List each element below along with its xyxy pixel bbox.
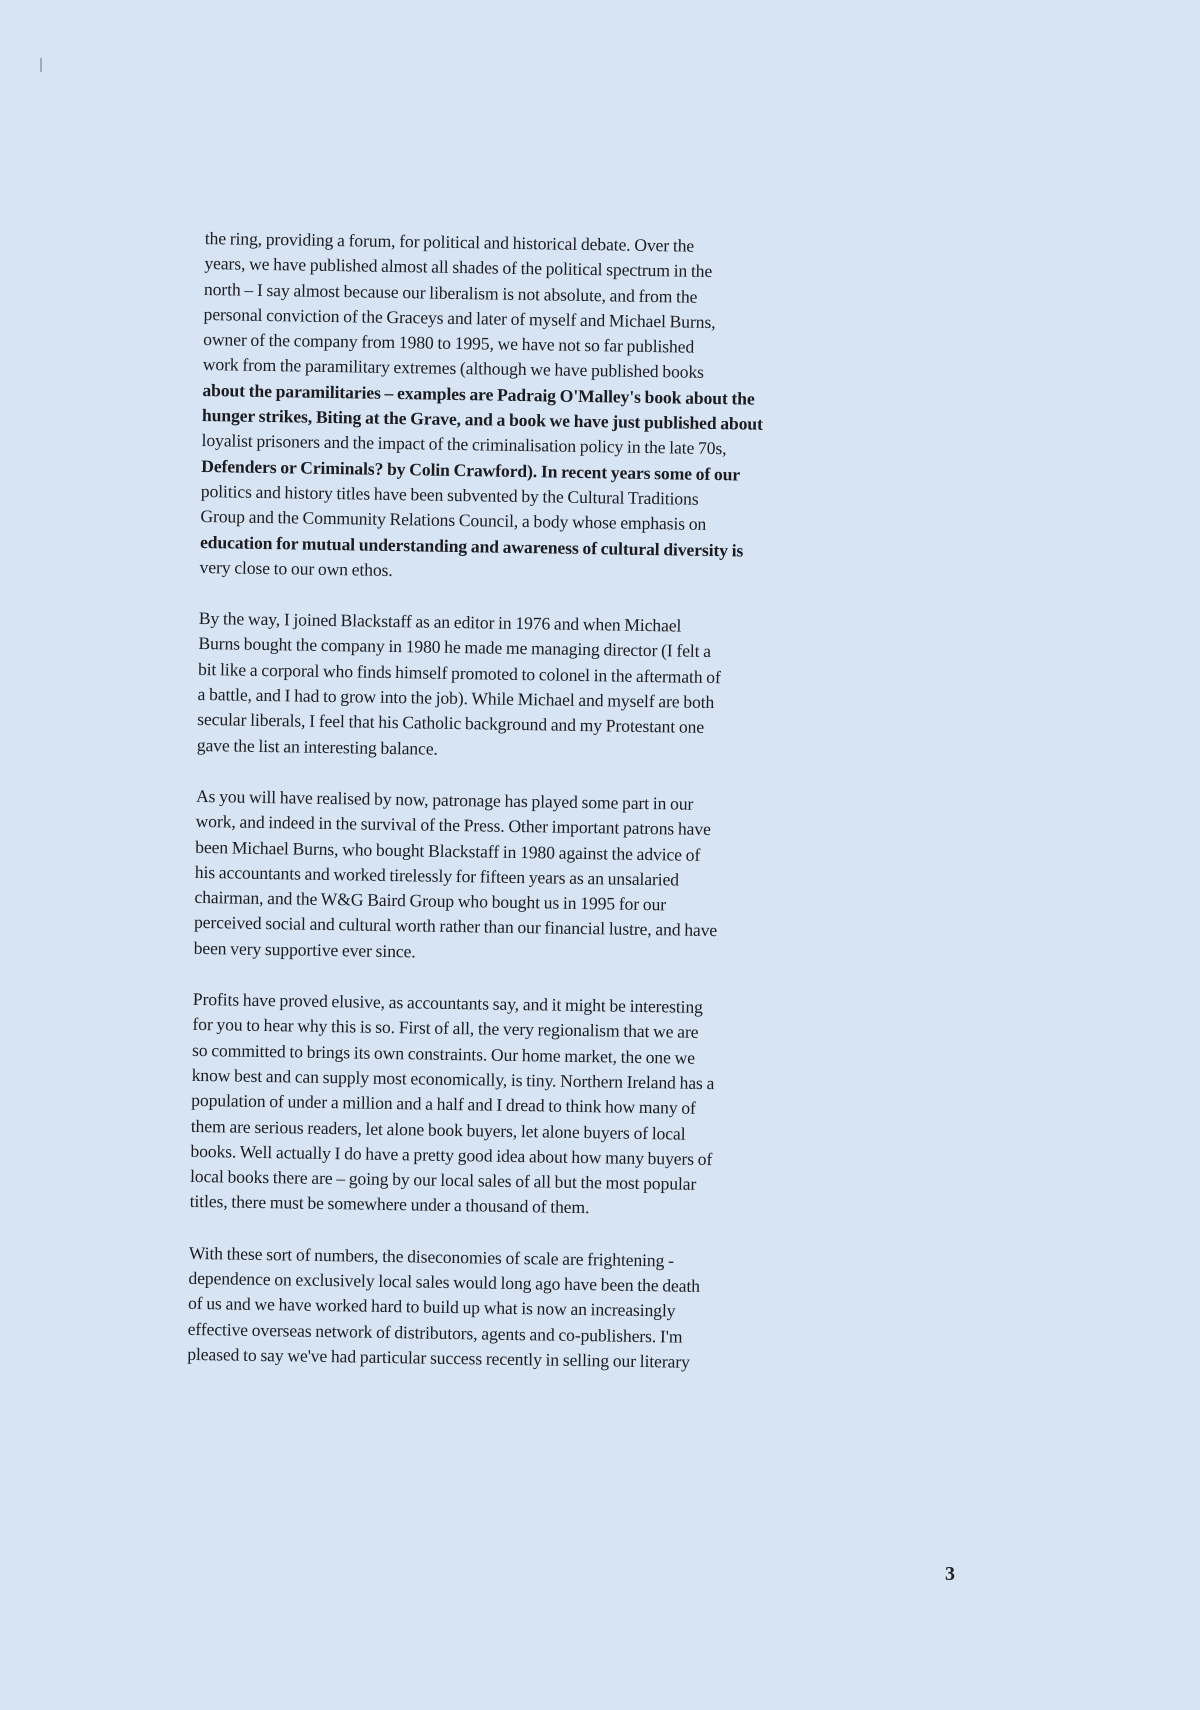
text-line: know best and can supply most economically, is tiny. Northern Ireland has a (191, 1064, 715, 1094)
text-line: a battle, and I had to grow into the job). While Michael and myself are both (197, 683, 715, 713)
text-line: perceived social and cultural worth rather than our financial lustre, and have (193, 912, 718, 941)
text-line: hunger strikes, Biting at the Grave, and a book we have just published about (201, 405, 764, 434)
text-line: Burns bought the company in 1980 he made me managing director (I felt a (198, 633, 712, 662)
paragraph (197, 606, 949, 770)
page-number: 3 (945, 1563, 955, 1585)
text-line: loyalist prisoners and the impact of the criminalisation policy in the late 70s, (201, 430, 727, 459)
text-line: about the paramilitaries – examples are Padraig O'Malley's book about the (202, 379, 755, 409)
text-line: personal conviction of the Graceys and later of myself and Michael Burns, (203, 303, 716, 332)
text-line: books. Well actually I do have a pretty good idea about how many buyers of (190, 1140, 713, 1169)
text-line: Defenders or Criminals? by Colin Crawford). In recent years some of our (201, 455, 741, 485)
text-line: pleased to say we've had particular success recently in selling our literary (187, 1343, 690, 1372)
text-line: owner of the company from 1980 to 1995, we have not so far published (203, 329, 695, 357)
text-line: of us and we have worked hard to build up what is now an increasingly (187, 1293, 676, 1321)
text-line: chairman, and the W&G Baird Group who bought us in 1995 for our (194, 887, 667, 915)
text-line: north – I say almost because our liberalism is not absolute, and from the (203, 278, 698, 307)
body-text (187, 226, 955, 1405)
text-line: work from the paramilitary extremes (although we have published books (202, 354, 705, 383)
text-line: the ring, providing a forum, for political and historical debate. Over the (204, 227, 695, 256)
text-line: gave the list an interesting balance. (196, 734, 438, 759)
text-line: titles, there must be somewhere under a thousand of them. (189, 1191, 590, 1218)
paragraph (189, 987, 942, 1226)
text-line: As you will have realised by now, patronage has played some part in our (195, 785, 694, 814)
paragraph (199, 226, 954, 592)
text-line: bit like a corporal who finds himself promoted to colonel in the aftermath of (197, 658, 721, 687)
paragraph (193, 784, 946, 973)
text-line: them are serious readers, let alone book buyers, let alone buyers of local (190, 1115, 686, 1144)
text-line: With these sort of numbers, the diseconomies of scale are frightening - (188, 1242, 675, 1271)
text-line: secular liberals, I feel that his Catholic background and my Protestant one (197, 709, 705, 738)
text-line: effective overseas network of distributors, agents and co-publishers. I'm (187, 1318, 683, 1347)
paragraph (187, 1241, 939, 1379)
text-line: education for mutual understanding and awareness of cultural diversity is (199, 531, 744, 561)
text-line: very close to our own ethos. (199, 556, 393, 580)
text-line: been very supportive ever since. (193, 937, 416, 962)
text-line: population of under a million and a half and I dread to think how many of (191, 1090, 696, 1119)
text-line: work, and indeed in the survival of the Press. Other important patrons have (195, 811, 711, 840)
text-line: his accountants and worked tirelessly for fifteen years as an unsalaried (194, 861, 680, 890)
text-line: local books there are – going by our local sales of all but the most popular (189, 1165, 697, 1194)
text-line: dependence on exclusively local sales would long ago have been the death (188, 1267, 701, 1296)
text-line: so committed to brings its own constraints. Our home market, the one we (191, 1039, 696, 1068)
text-line: Group and the Community Relations Council, a body whose emphasis on (200, 506, 707, 535)
text-line: By the way, I joined Blackstaff as an editor in 1976 and when Michael (198, 608, 682, 636)
text-line: been Michael Burns, who bought Blackstaff in 1980 against the advice of (195, 836, 701, 865)
text-line: politics and history titles have been subvented by the Cultural Traditions (200, 480, 699, 509)
punch-mark (40, 58, 42, 72)
text-line: Profits have proved elusive, as accountants say, and it might be interesting (192, 988, 703, 1017)
text-line: years, we have published almost all shades of the political spectrum in the (204, 253, 713, 282)
text-line: for you to hear why this is so. First of all, the very regionalism that we are (192, 1014, 699, 1043)
